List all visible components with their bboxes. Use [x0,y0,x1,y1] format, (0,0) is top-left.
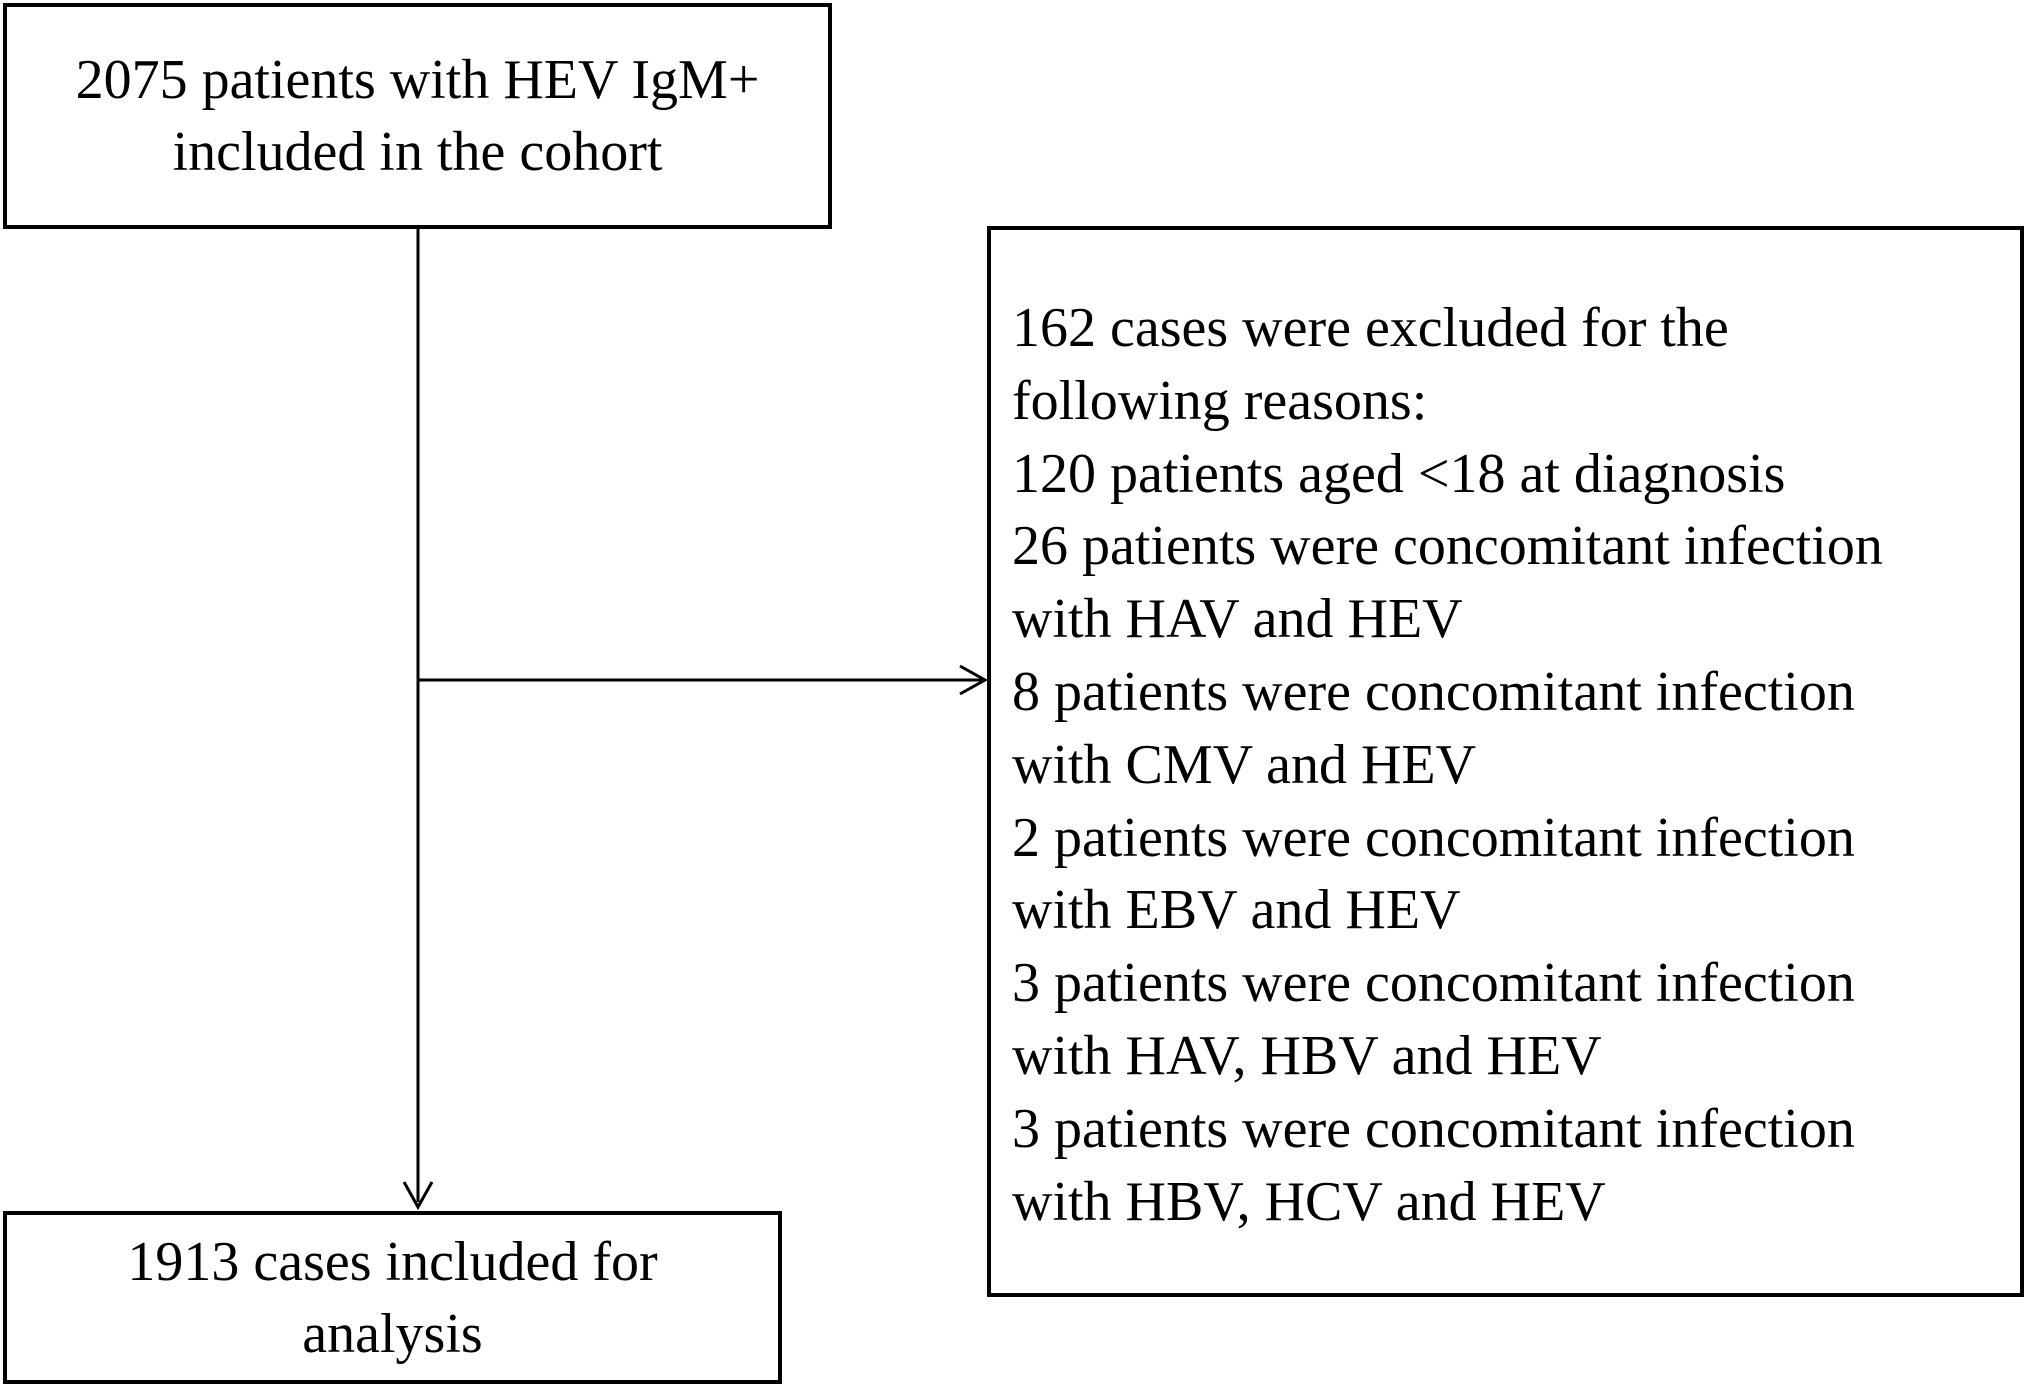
exclusion-reason-hav-hbv-line-1: 3 patients were concomitant infection [1012,952,1855,1015]
cohort-box [3,3,832,229]
exclusion-reason-age: 120 patients aged <18 at diagnosis [1012,442,1786,505]
exclusion-summary-line-2: following reasons: [1012,369,1428,432]
exclusion-reason-hav-line-1: 26 patients were concomitant infection [1012,515,1883,578]
cohort-text-line-1: 2075 patients with HEV IgM+ [75,49,760,111]
exclusion-reason-cmv-line-1: 8 patients were concomitant infection [1012,660,1855,723]
exclusion-reason-hbv-hcv-line-1: 3 patients were concomitant infection [1012,1097,1855,1160]
exclusion-reason-ebv-line-2: with EBV and HEV [1012,879,1461,942]
exclusion-reason-hav-line-2: with HAV and HEV [1012,588,1463,651]
exclusion-reason-ebv-line-1: 2 patients were concomitant infection [1012,806,1855,869]
analysis-box [3,1211,782,1384]
analysis-text-line-1: 1913 cases included for [127,1230,658,1293]
exclusion-reason-hav-hbv-line-2: with HAV, HBV and HEV [1012,1024,1602,1087]
exclusion-summary-line-1: 162 cases were excluded for the [1012,297,1729,359]
exclusion-box [987,226,2024,1297]
analysis-text-line-2: analysis [302,1302,483,1365]
cohort-text-line-2: included in the cohort [172,121,663,183]
exclusion-reason-hbv-hcv-line-2: with HBV, HCV and HEV [1012,1170,1606,1233]
exclusion-reason-cmv-line-2: with CMV and HEV [1012,733,1477,796]
